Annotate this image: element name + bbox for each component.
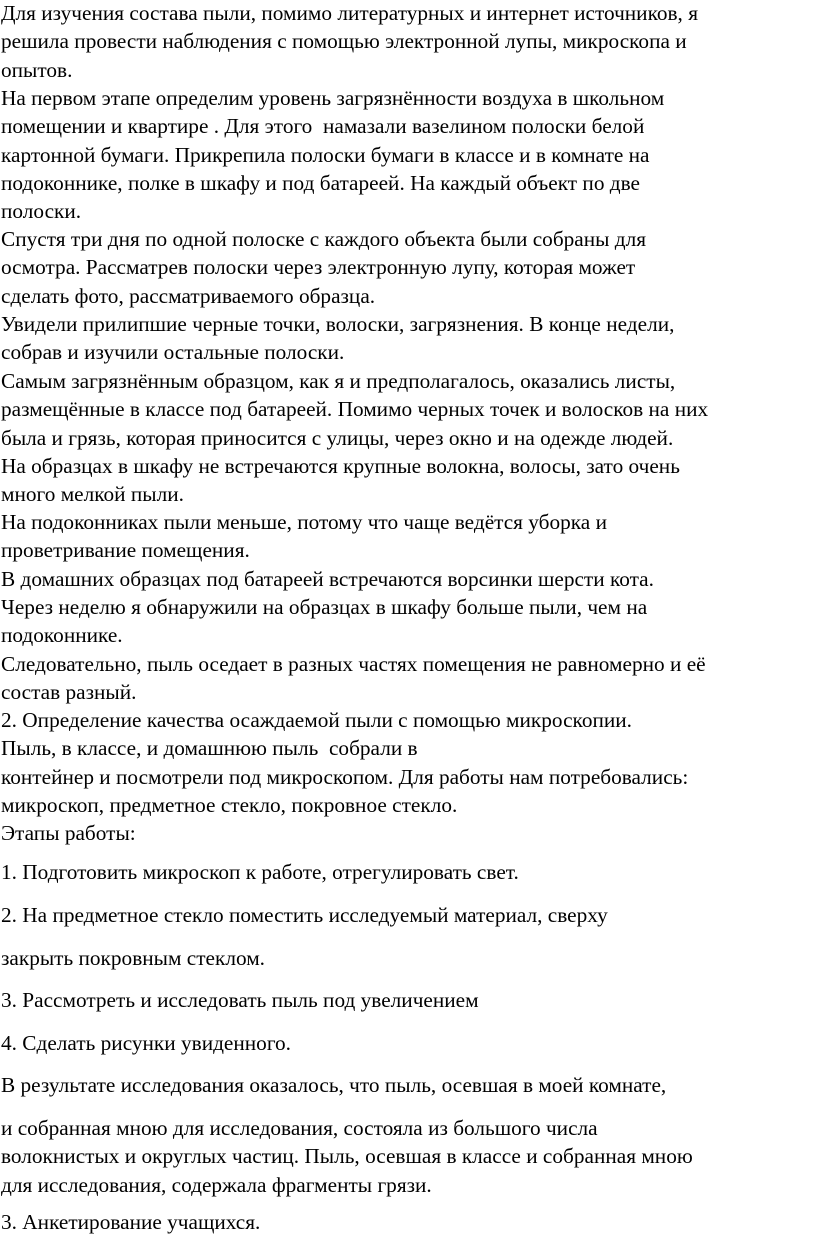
paragraph-after-week: [1, 593, 816, 650]
text-line: осмотра. Рассматрев полоски через электронную лупу, которая может: [1, 255, 636, 280]
text-line: 2. На предметное стекло поместить исследуемый материал, сверху: [1, 903, 608, 927]
text-line: 3. Рассмотреть и исследовать пыль под увеличением: [1, 988, 479, 1012]
text-line: Для изучения состава пыли, помимо литературных и интернет источников, я: [1, 1, 698, 25]
text-line: контейнер и посмотрели под микроскопом. Для работы нам потребовались:: [1, 765, 689, 789]
text-line: закрыть покровным стеклом.: [1, 946, 265, 970]
list-item-step-4: [1, 1029, 816, 1057]
paragraph-three-days: [1, 225, 816, 310]
text-line: Увидели прилипшие черные точки, волоски, загрязнения. В конце недели,: [1, 312, 675, 336]
text-line: сделать фото, рассматриваемого образца.: [1, 283, 376, 308]
text-line: В результате исследования оказалось, что пыль, осевшая в моей комнате,: [1, 1073, 667, 1097]
text-line: Самым загрязнённым образцом, как я и предполагалось, оказались листы,: [1, 369, 676, 393]
text-line: картонной бумаги. Прикрепила полоски бумаги в классе и в комнате на: [1, 142, 650, 167]
paragraph-stage-one: [1, 84, 816, 225]
text-line: Пыль, в классе, и домашнюю пыль собрали в: [1, 736, 418, 760]
list-item-step-2: [1, 901, 816, 929]
text-line: 4. Сделать рисунки увиденного.: [1, 1031, 292, 1055]
paragraph-result-details: [1, 1114, 816, 1199]
section-heading-survey: [1, 1208, 816, 1236]
text-line: для исследования, содержала фрагменты грязи.: [1, 1172, 432, 1197]
text-line: была и грязь, которая приносится с улицы, через окно и на одежде людей.: [1, 425, 674, 450]
paragraph-cupboard: [1, 452, 816, 509]
text-line: Через неделю я обнаружили на образцах в шкафу больше пыли, чем на: [1, 595, 648, 619]
section-heading-microscopy: [1, 706, 816, 734]
paragraph-conclusion: [1, 650, 816, 707]
list-item-step-2-continued: [1, 944, 816, 972]
text-line: полоски.: [1, 199, 82, 224]
text-line: проветривание помещения.: [1, 538, 250, 563]
paragraph-windowsills: [1, 508, 816, 565]
text-line: На первом этапе определим уровень загрязнённости воздуха в школьном: [1, 86, 665, 110]
paragraph-container: [1, 763, 816, 820]
text-line: На подоконниках пыли меньше, потому что чаще ведётся уборка и: [1, 510, 607, 534]
text-line: опытов.: [1, 57, 73, 82]
text-line: На образцах в шкафу не встречаются крупные волокна, волосы, зато очень: [1, 454, 680, 478]
text-line: подоконнике.: [1, 623, 123, 648]
text-line: волокнистых и округлых частиц. Пыль, осевшая в классе и собранная мною: [1, 1144, 693, 1169]
text-line: Следовательно, пыль оседает в разных частях помещения не равномерно и её: [1, 652, 706, 676]
text-line: решила провести наблюдения с помощью электронной лупы, микроскопа и: [1, 29, 687, 54]
text-line: состав разный.: [1, 680, 137, 705]
paragraph-collected-dust: [1, 734, 816, 762]
text-line: 3. Анкетирование учащихся.: [1, 1210, 261, 1234]
text-line: 1. Подготовить микроскоп к работе, отрегулировать свет.: [1, 860, 519, 884]
text-line: Этапы работы:: [1, 821, 136, 845]
list-item-step-1: [1, 858, 816, 886]
text-line: размещённые в классе под батареей. Помимо черных точек и волосков на них: [1, 397, 709, 422]
paragraph-result: [1, 1071, 816, 1099]
text-line: собрав и изучили остальные полоски.: [1, 340, 345, 365]
text-line: Спустя три дня по одной полоске с каждого объекта были собраны для: [1, 227, 647, 251]
text-line: микроскоп, предметное стекло, покровное стекло.: [1, 793, 458, 818]
list-item-step-3: [1, 986, 816, 1014]
text-line: подоконнике, полке в шкафу и под батареей. На каждый объект по две: [1, 170, 641, 195]
text-line: 2. Определение качества осаждаемой пыли с помощью микроскопии.: [1, 708, 632, 732]
paragraph-home-samples: [1, 565, 816, 593]
text-line: помещении и квартире . Для этого намазали вазелином полоски белой: [1, 114, 645, 139]
text-line: В домашних образцах под батареей встречаются ворсинки шерсти кота.: [1, 567, 654, 591]
text-line: много мелкой пыли.: [1, 482, 184, 507]
paragraph-work-stages-label: [1, 819, 816, 847]
paragraph-most-polluted: [1, 367, 816, 452]
text-line: и собранная мною для исследования, состояла из большого числа: [1, 1116, 598, 1140]
paragraph-intro: [1, 0, 816, 84]
paragraph-observations: [1, 310, 816, 367]
